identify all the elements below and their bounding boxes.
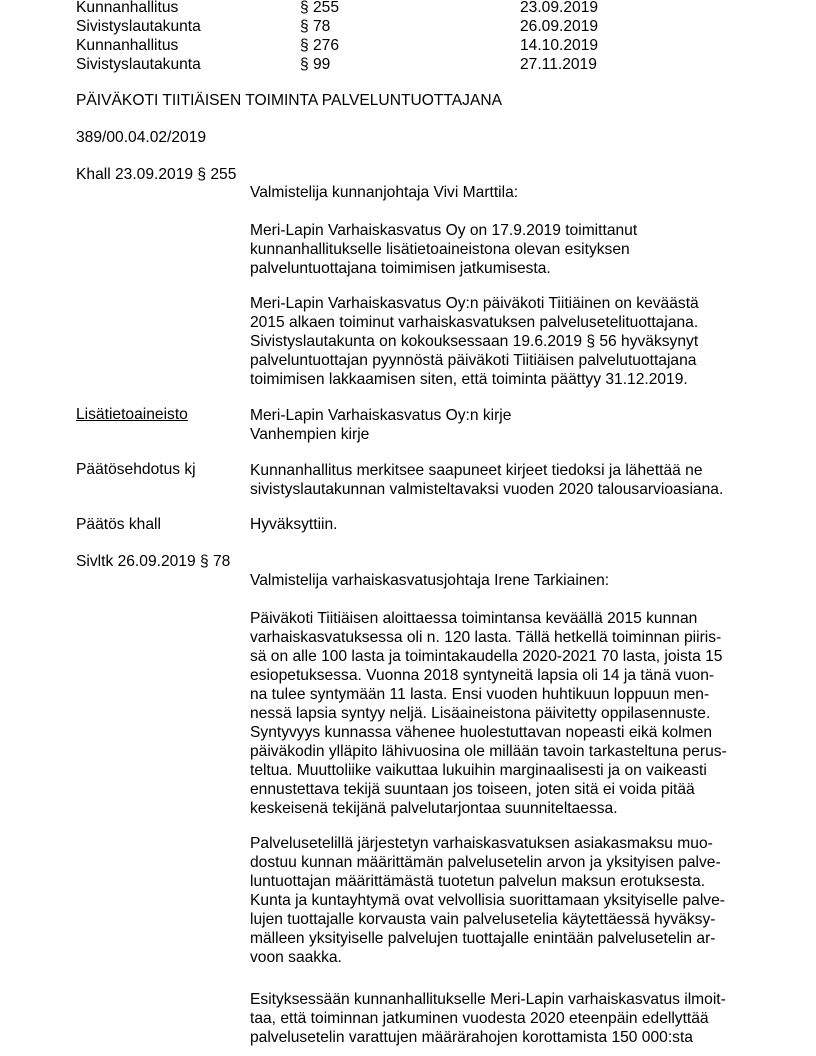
text-line: nessä lapsia syntyy neljä. Lisäaineistona päivitetty oppilasennuste. [250, 705, 711, 722]
text-line: mälleen yksityiselle palvelujen tuottajalle enintään palvelusetelin ar- [250, 930, 716, 947]
attachment-item: Vanhempien kirje [250, 426, 370, 443]
khall-preparer: Valmistelija kunnanjohtaja Vivi Marttila: [250, 184, 519, 201]
khall-paragraph-1 [250, 221, 770, 278]
khall-label: Khall 23.09.2019 § 255 [76, 166, 237, 183]
history-row [76, 0, 716, 17]
text-line: palveluntuottajan pyynnöstä päiväkoti Tiitiäisen palvelutuottajana [250, 352, 697, 369]
text-line: Kunnanhallitus merkitsee saapuneet kirjeet tiedoksi ja lähettää ne [250, 462, 703, 479]
history-date: 23.09.2019 [520, 0, 599, 16]
sivltk-paragraph-3 [250, 990, 770, 1047]
text-line: Sivistyslautakunta on kokouksessaan 19.6.2019 § 56 hyväksynyt [250, 333, 699, 350]
text-line: varhaiskasvatuksessa oli n. 120 lasta. Tällä hetkellä toiminnan piiris- [250, 629, 722, 646]
text-line: päiväkodin ylläpito lähivuosina ole millään tavoin tarkasteltuna perus- [250, 743, 727, 760]
history-body: Sivistyslautakunta [76, 18, 201, 35]
history-body: Sivistyslautakunta [76, 56, 201, 73]
text-line: sä on alle 100 lasta ja toimintakaudella 2020-2021 70 lasta, joista 15 [250, 648, 723, 665]
text-line: toimimisen lakkaamisen siten, että toiminta päättyy 31.12.2019. [250, 371, 688, 388]
sivltk-paragraph-1 [250, 609, 770, 818]
text-line: esiopetuksessa. Vuonna 2018 syntyneitä lapsia oli 14 ja tänä vuon- [250, 667, 715, 684]
text-line: Palvelusetelillä järjestetyn varhaiskasvatuksen asiakasmaksu muo- [250, 835, 713, 852]
text-line: taa, että toiminnan jatkuminen vuodesta 2020 eteenpäin edellyttää [250, 1010, 709, 1027]
sivltk-paragraph-2 [250, 834, 770, 967]
history-date: 14.10.2019 [520, 37, 599, 54]
meeting-history [76, 0, 716, 74]
attachment-item: Meri-Lapin Varhaiskasvatus Oy:n kirje [250, 407, 512, 424]
text-line: 2015 alkaen toiminut varhaiskasvatuksen palvelusetelituottajana. [250, 314, 699, 331]
khall-paragraph-2 [250, 294, 770, 389]
sivltk-label: Sivltk 26.09.2019 § 78 [76, 553, 231, 570]
text-line: Syntyvyys kunnassa vähenee huolestuttavan nopeasti eikä kolmen [250, 724, 713, 741]
history-row [76, 36, 716, 55]
text-line: luntuottajan määrittämästä tuotetun palvelun maksun erotuksesta. [250, 873, 706, 890]
text-line: palvelusetelin varattujen määrärahojen korottamista 150 000:sta [250, 1029, 693, 1046]
decision-text: Hyväksyttiin. [250, 516, 338, 533]
attachments-label: Lisätietoaineisto [76, 406, 188, 423]
text-line: ennustettava tekijä suuntaan jos toiseen, joten sitä ei voida pitää [250, 781, 695, 798]
text-line: voon saakka. [250, 949, 342, 966]
history-section: § 255 [300, 0, 340, 16]
proposal-text [250, 461, 770, 499]
sivltk-preparer: Valmistelija varhaiskasvatusjohtaja Irene Tarkiainen: [250, 572, 610, 589]
text-line: keskeisenä tekijänä palvelutarjontaa suunniteltaessa. [250, 800, 618, 817]
text-line: teltua. Muuttoliike vaikuttaa lukuihin marginaalisesti ja on vaikeasti [250, 762, 707, 779]
text-line: kunnanhallitukselle lisätietoaineistona olevan esityksen [250, 241, 630, 258]
text-line: palveluntuottajana toimimisen jatkumisesta. [250, 260, 551, 277]
text-line: na tulee syntymään 11 lasta. Ensi vuoden huhtikuun loppuun men- [250, 686, 710, 703]
text-line: dostuu kunnan määrittämän palvelusetelin arvon ja yksityisen palve- [250, 854, 721, 871]
document-title: PÄIVÄKOTI TIITIÄISEN TOIMINTA PALVELUNTUOTTAJANA [76, 92, 503, 109]
text-line: Kunta ja kuntayhtymä ovat velvollisia suorittamaan yksityiselle palve- [250, 892, 725, 909]
text-line: Esityksessään kunnanhallitukselle Meri-Lapin varhaiskasvatus ilmoit- [250, 991, 726, 1008]
attachments-list [250, 406, 770, 444]
history-body: Kunnanhallitus [76, 37, 179, 54]
text-line: Meri-Lapin Varhaiskasvatus Oy on 17.9.2019 toimittanut [250, 222, 638, 239]
history-row [76, 55, 716, 74]
text-line: sivistyslautakunnan valmisteltavaksi vuoden 2020 talousarvioasiana. [250, 481, 724, 498]
history-date: 26.09.2019 [520, 18, 599, 35]
text-line: lujen tuottajalle korvausta vain palvelusetelia käytettäessä hyväksy- [250, 911, 716, 928]
history-section: § 78 [300, 18, 331, 35]
proposal-label: Päätösehdotus kj [76, 461, 196, 478]
record-number: 389/00.04.02/2019 [76, 129, 207, 146]
text-line: Meri-Lapin Varhaiskasvatus Oy:n päiväkoti Tiitiäinen on keväästä [250, 295, 699, 312]
history-section: § 276 [300, 37, 340, 54]
history-section: § 99 [300, 56, 331, 73]
text-line: Päiväkoti Tiitiäisen aloittaessa toimintansa keväällä 2015 kunnan [250, 610, 698, 627]
history-body: Kunnanhallitus [76, 0, 179, 16]
decision-label: Päätös khall [76, 516, 161, 533]
history-date: 27.11.2019 [520, 56, 597, 73]
history-row [76, 17, 716, 36]
